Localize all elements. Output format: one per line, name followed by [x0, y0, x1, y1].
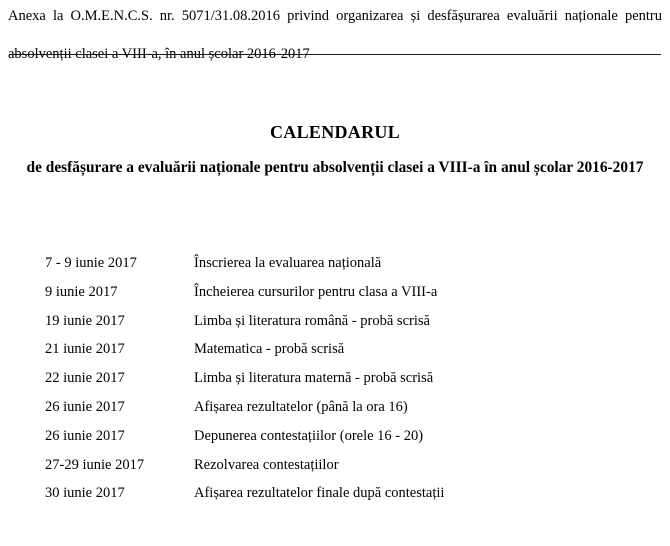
document-header-note [8, 7, 662, 64]
page-subtitle: de desfășurare a evaluării naționale pentru absolvenții clasei a VIII-a în anul școlar 2016-2017 [26, 159, 644, 176]
page-title: CALENDARUL [269, 122, 400, 142]
schedule-description-cell: Încheierea cursurilor pentru clasa a VIII-a [194, 283, 438, 300]
schedule-table [45, 255, 645, 514]
schedule-date-cell: 27-29 iunie 2017 [45, 456, 145, 473]
table-row [45, 284, 645, 313]
schedule-date-cell: 26 iunie 2017 [45, 427, 125, 444]
schedule-description-cell: Afișarea rezultatelor (până la ora 16) [194, 398, 408, 415]
header-line-2: absolvenții clasei a VIII-a, în anul școlar 2016-2017 [8, 46, 310, 62]
table-row [45, 341, 645, 370]
table-row [45, 313, 645, 342]
table-row [45, 370, 645, 399]
table-row [45, 485, 645, 514]
table-row [45, 255, 645, 284]
table-row [45, 399, 645, 428]
table-row [45, 428, 645, 457]
schedule-date-cell: 19 iunie 2017 [45, 312, 125, 329]
schedule-description-cell: Limba și literatura română - probă scrisă [194, 312, 430, 329]
schedule-date-cell: 21 iunie 2017 [45, 341, 125, 358]
schedule-date-cell: 7 - 9 iunie 2017 [45, 255, 137, 271]
schedule-date-cell: 30 iunie 2017 [45, 485, 125, 502]
schedule-table-body [45, 255, 645, 514]
schedule-description-cell: Rezolvarea contestațiilor [194, 456, 339, 473]
schedule-description-cell: Afișarea rezultatelor finale după contestații [194, 485, 445, 502]
header-divider [9, 54, 661, 55]
schedule-description-cell: Depunerea contestațiilor (orele 16 - 20) [194, 427, 424, 444]
table-row [45, 457, 645, 486]
schedule-date-cell: 9 iunie 2017 [45, 283, 118, 300]
header-line-1: Anexa la O.M.E.N.C.S. nr. 5071/31.08.2016 privind organizarea și desfășurarea evaluării naționale pentru [8, 8, 662, 24]
schedule-date-cell: 22 iunie 2017 [45, 370, 125, 387]
schedule-date-cell: 26 iunie 2017 [45, 398, 125, 415]
schedule-description-cell: Înscrierea la evaluarea națională [194, 255, 382, 271]
schedule-description-cell: Matematica - probă scrisă [194, 341, 345, 358]
schedule-description-cell: Limba și literatura maternă - probă scrisă [194, 370, 434, 387]
